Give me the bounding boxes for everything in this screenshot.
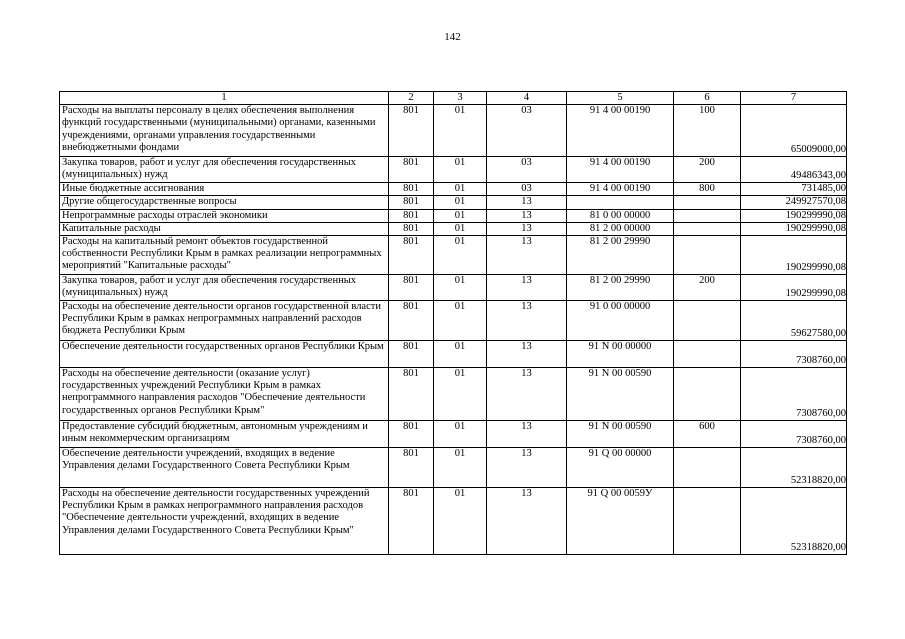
target-article-cell: 91 4 00 00190: [567, 157, 674, 183]
expense-name-cell: Расходы на капитальный ремонт объектов государственной собственности Республики Крым в рамках реализации непрограммных мероприятий "Капитальные расходы": [60, 236, 389, 275]
ministry-code-cell: 801: [389, 105, 434, 157]
expense-type-cell: [674, 222, 741, 235]
ministry-code-cell: 801: [389, 209, 434, 222]
table-row: [60, 183, 847, 196]
expense-type-cell: [674, 488, 741, 555]
table-row: [60, 222, 847, 235]
subsection-code-cell: 03: [487, 105, 567, 157]
expense-name-cell: Обеспечение деятельности государственных органов Республики Крым: [60, 341, 389, 368]
subsection-code-cell: 13: [487, 448, 567, 488]
amount-cell: 190299990,08: [741, 275, 847, 301]
amount-cell: 249927570,08: [741, 196, 847, 209]
section-code-cell: 01: [434, 341, 487, 368]
column-header: 1: [60, 92, 389, 105]
subsection-code-cell: 13: [487, 222, 567, 235]
ministry-code-cell: 801: [389, 183, 434, 196]
amount-cell: 7308760,00: [741, 421, 847, 448]
section-code-cell: 01: [434, 448, 487, 488]
subsection-code-cell: 13: [487, 421, 567, 448]
expense-type-cell: [674, 341, 741, 368]
amount-cell: 731485,00: [741, 183, 847, 196]
expense-name-cell: Другие общегосударственные вопросы: [60, 196, 389, 209]
expense-name-cell: Иные бюджетные ассигнования: [60, 183, 389, 196]
table-row: [60, 368, 847, 421]
expense-name-cell: Обеспечение деятельности учреждений, входящих в ведение Управления делами Государственного Совета Республики Крым: [60, 448, 389, 488]
amount-cell: 52318820,00: [741, 488, 847, 555]
target-article-cell: 81 2 00 00000: [567, 222, 674, 235]
expense-name-cell: Закупка товаров, работ и услуг для обеспечения государственных (муниципальных) нужд: [60, 275, 389, 301]
section-code-cell: 01: [434, 222, 487, 235]
ministry-code-cell: 801: [389, 301, 434, 341]
target-article-cell: 91 Q 00 00000: [567, 448, 674, 488]
section-code-cell: 01: [434, 157, 487, 183]
target-article-cell: 91 0 00 00000: [567, 301, 674, 341]
ministry-code-cell: 801: [389, 196, 434, 209]
amount-cell: 49486343,00: [741, 157, 847, 183]
section-code-cell: 01: [434, 209, 487, 222]
target-article-cell: 91 Q 00 0059У: [567, 488, 674, 555]
expense-type-cell: [674, 448, 741, 488]
table-row: [60, 488, 847, 555]
expense-name-cell: Капитальные расходы: [60, 222, 389, 235]
target-article-cell: 91 N 00 00590: [567, 421, 674, 448]
expense-name-cell: Непрограммные расходы отраслей экономики: [60, 209, 389, 222]
expense-type-cell: [674, 196, 741, 209]
section-code-cell: 01: [434, 105, 487, 157]
expense-type-cell: [674, 209, 741, 222]
section-code-cell: 01: [434, 301, 487, 341]
column-header: 6: [674, 92, 741, 105]
ministry-code-cell: 801: [389, 448, 434, 488]
ministry-code-cell: 801: [389, 236, 434, 275]
table-row: [60, 421, 847, 448]
subsection-code-cell: 13: [487, 209, 567, 222]
expense-name-cell: Расходы на выплаты персоналу в целях обеспечения выполнения функций государственными (муниципальными) органами, казенными учреждениями, органами управления государственными внебюджетными фондами: [60, 105, 389, 157]
column-header: 7: [741, 92, 847, 105]
expense-type-cell: [674, 368, 741, 421]
column-number-row: [60, 92, 847, 105]
amount-cell: 7308760,00: [741, 341, 847, 368]
expense-type-cell: 100: [674, 105, 741, 157]
subsection-code-cell: 13: [487, 488, 567, 555]
ministry-code-cell: 801: [389, 275, 434, 301]
amount-cell: 65009000,00: [741, 105, 847, 157]
subsection-code-cell: 13: [487, 275, 567, 301]
target-article-cell: 81 0 00 00000: [567, 209, 674, 222]
column-header: 4: [487, 92, 567, 105]
table-row: [60, 105, 847, 157]
expense-name-cell: Предоставление субсидий бюджетным, автономным учреждениям и иным некоммерческим организациям: [60, 421, 389, 448]
section-code-cell: 01: [434, 183, 487, 196]
column-header: 5: [567, 92, 674, 105]
target-article-cell: 81 2 00 29990: [567, 236, 674, 275]
expense-type-cell: 800: [674, 183, 741, 196]
ministry-code-cell: 801: [389, 488, 434, 555]
subsection-code-cell: 13: [487, 236, 567, 275]
budget-table: [59, 91, 847, 555]
subsection-code-cell: 13: [487, 196, 567, 209]
section-code-cell: 01: [434, 368, 487, 421]
amount-cell: 190299990,08: [741, 222, 847, 235]
section-code-cell: 01: [434, 236, 487, 275]
target-article-cell: [567, 196, 674, 209]
section-code-cell: 01: [434, 488, 487, 555]
target-article-cell: 91 4 00 00190: [567, 105, 674, 157]
subsection-code-cell: 13: [487, 341, 567, 368]
subsection-code-cell: 13: [487, 301, 567, 341]
target-article-cell: 91 N 00 00000: [567, 341, 674, 368]
target-article-cell: 81 2 00 29990: [567, 275, 674, 301]
column-header: 3: [434, 92, 487, 105]
expense-type-cell: 600: [674, 421, 741, 448]
target-article-cell: 91 4 00 00190: [567, 183, 674, 196]
expense-type-cell: 200: [674, 275, 741, 301]
section-code-cell: 01: [434, 421, 487, 448]
table-row: [60, 236, 847, 275]
subsection-code-cell: 03: [487, 183, 567, 196]
table-row: [60, 196, 847, 209]
column-header: 2: [389, 92, 434, 105]
amount-cell: 190299990,08: [741, 209, 847, 222]
table-row: [60, 209, 847, 222]
ministry-code-cell: 801: [389, 421, 434, 448]
expense-type-cell: [674, 301, 741, 341]
table-row: [60, 448, 847, 488]
table-row: [60, 275, 847, 301]
expense-type-cell: [674, 236, 741, 275]
subsection-code-cell: 03: [487, 157, 567, 183]
expense-name-cell: Закупка товаров, работ и услуг для обеспечения государственных (муниципальных) нужд: [60, 157, 389, 183]
table-row: [60, 157, 847, 183]
expense-name-cell: Расходы на обеспечение деятельности государственных учреждений Республики Крым в рамках непрограммного направления расходов "Обеспечение деятельности учреждений, входящих в ведение Управления делами Государственного Совета Республики Крым": [60, 488, 389, 555]
amount-cell: 190299990,08: [741, 236, 847, 275]
ministry-code-cell: 801: [389, 222, 434, 235]
table-row: [60, 341, 847, 368]
subsection-code-cell: 13: [487, 368, 567, 421]
ministry-code-cell: 801: [389, 157, 434, 183]
expense-name-cell: Расходы на обеспечение деятельности (оказание услуг) государственных учреждений Республики Крым в рамках непрограммного направления расходов "Обеспечение деятельности государственных органов Республики Крым": [60, 368, 389, 421]
ministry-code-cell: 801: [389, 368, 434, 421]
page-number: 142: [444, 31, 461, 43]
section-code-cell: 01: [434, 196, 487, 209]
target-article-cell: 91 N 00 00590: [567, 368, 674, 421]
ministry-code-cell: 801: [389, 341, 434, 368]
expense-type-cell: 200: [674, 157, 741, 183]
expense-name-cell: Расходы на обеспечение деятельности органов государственной власти Республики Крым в рамках непрограммных направлений расходов бюджета Республики Крым: [60, 301, 389, 341]
section-code-cell: 01: [434, 275, 487, 301]
amount-cell: 59627580,00: [741, 301, 847, 341]
amount-cell: 7308760,00: [741, 368, 847, 421]
amount-cell: 52318820,00: [741, 448, 847, 488]
table-row: [60, 301, 847, 341]
